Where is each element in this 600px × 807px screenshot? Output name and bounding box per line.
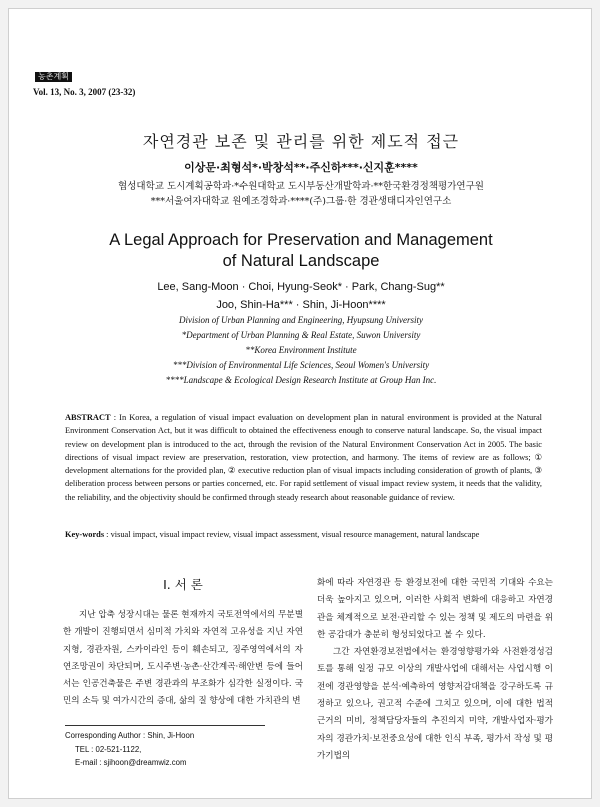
left-column bbox=[63, 575, 303, 711]
corresponding-email: E-mail : sjihoon@dreamwiz.com bbox=[75, 758, 187, 767]
left-paragraph: 지난 압축 성장시대는 물론 현재까지 국토전역에서의 무분별한 개발이 진행되면서 심미적 가치와 자연적 고유성을 지닌 자연지형, 경관자원, 스카이라인 등이 훼손되고, 징주영역에서의 자연조망권이 차단되며, 도시주변·농촌·산간계곡·해안변 등에 들어서는 인공건축물은 주변 경관과의 부조화가 심각한 실정이다. 국민의 소득 및 여가시간의 증대, 삶의 질 향상에 대한 가치관의 변 bbox=[63, 610, 303, 707]
right-paragraph-1: 화에 따라 자연경관 등 환경보전에 대한 국민적 기대와 수요는 더욱 높아지고 있으며, 이러한 사회적 변화에 대응하고 자연경관을 체계적으로 보전·관리할 수 있는 정책 및 제도의 마련을 위한 공감대가 충분히 형성되었다고 볼 수 있다. bbox=[317, 578, 553, 640]
korean-title: 자연경관 보존 및 관리를 위한 제도적 접근 bbox=[142, 132, 460, 151]
english-authors-line-1: Lee, Sang-Moon · Choi, Hyung-Seok* · Park, Chang-Sug** bbox=[157, 281, 445, 293]
english-title-line-2: of Natural Landscape bbox=[222, 252, 380, 270]
corresponding-tel: TEL : 02-521-1122, bbox=[75, 744, 142, 754]
english-authors bbox=[9, 278, 593, 314]
paper-page bbox=[8, 8, 592, 799]
correspondence-note bbox=[65, 725, 265, 770]
journal-tag: 농촌계획 bbox=[35, 72, 72, 82]
volume-info: Vol. 13, No. 3, 2007 (23-32) bbox=[33, 87, 136, 97]
english-affiliation-2: *Department of Urban Planning & Real Estate, Suwon University bbox=[181, 330, 421, 340]
english-affiliation-4: ***Division of Environmental Life Sciences, Seoul Women's University bbox=[172, 360, 430, 370]
english-title-line-1: A Legal Approach for Preservation and Management bbox=[109, 231, 493, 249]
keywords bbox=[65, 530, 542, 539]
abstract bbox=[65, 411, 542, 504]
korean-affiliation-2: ***서울여자대학교 원예조경학과·****(주)그룹·한 경관생태디자인연구소 bbox=[150, 196, 452, 207]
english-affiliation-1: Division of Urban Planning and Engineering, Hyupsung University bbox=[179, 315, 423, 325]
abstract-label: ABSTRACT bbox=[65, 413, 111, 422]
english-affiliation-3: **Korea Environment Institute bbox=[245, 345, 357, 355]
korean-authors: 이상문·최형석*·박창석**·주신하***·신지훈**** bbox=[184, 161, 418, 174]
keywords-text: : visual impact, visual impact review, visual impact assessment, visual resource management, natural landscape bbox=[104, 530, 480, 539]
section-title: Ⅰ. 서 론 bbox=[163, 577, 203, 592]
right-paragraph-2: 그간 자연환경보전법에서는 환경영향평가와 사전환경성검토를 통해 일정 규모 이상의 개발사업에 대해서는 사업시행 이전에 경관영향을 분석·예측하여 영향저감대책을 강구하도록 규정하고 있으나, 권고적 수준에 그치고 있으며, 이에 대한 법적 근거의 미비, 정책담당자들의 추진의지 미약, 개발사업자·평가자의 경관가치·보전중요성에 대한 인식 부족, 평가서 작성 및 평가기법의 bbox=[317, 647, 553, 761]
english-title bbox=[9, 230, 593, 272]
korean-affiliation-1: 협성대학교 도시계획공학과·*수원대학교 도시부동산개발학과·**한국환경정책평가연구원 bbox=[118, 181, 484, 192]
corresponding-author: Corresponding Author : Shin, Ji-Hoon bbox=[65, 731, 195, 740]
english-affiliation-5: ****Landscape & Ecological Design Research Institute at Group Han Inc. bbox=[165, 375, 437, 385]
english-authors-line-2: Joo, Shin-Ha*** · Shin, Ji-Hoon**** bbox=[216, 299, 386, 311]
abstract-text: : In Korea, a regulation of visual impact evaluation on development plan in natural environment is provided at the Natural Environment Conservation Act, but it was difficult to obtained the effectiveness enough to conserve natural landscape. So, the visual impact review on development plan is introduced to the act, through the revision of the Natural Environment Conservation Act in 2005. The basic directions of visual impact review are preservation, restoration, view protection, and harmony. The items of review are as follows; ① development alternations for the provided plan, ② executive reduction plan of visual impacts including consideration of growth of plants, ③ deliberation process between persons or parties concerned, etc. For rapid settlement of visual impact review system, it needs that the validity, the reliability, and the objectivity should be confirmed through steady research about reasonable guidance of review. bbox=[65, 413, 542, 502]
right-column bbox=[317, 575, 553, 765]
keywords-label: Key-words bbox=[65, 530, 105, 539]
